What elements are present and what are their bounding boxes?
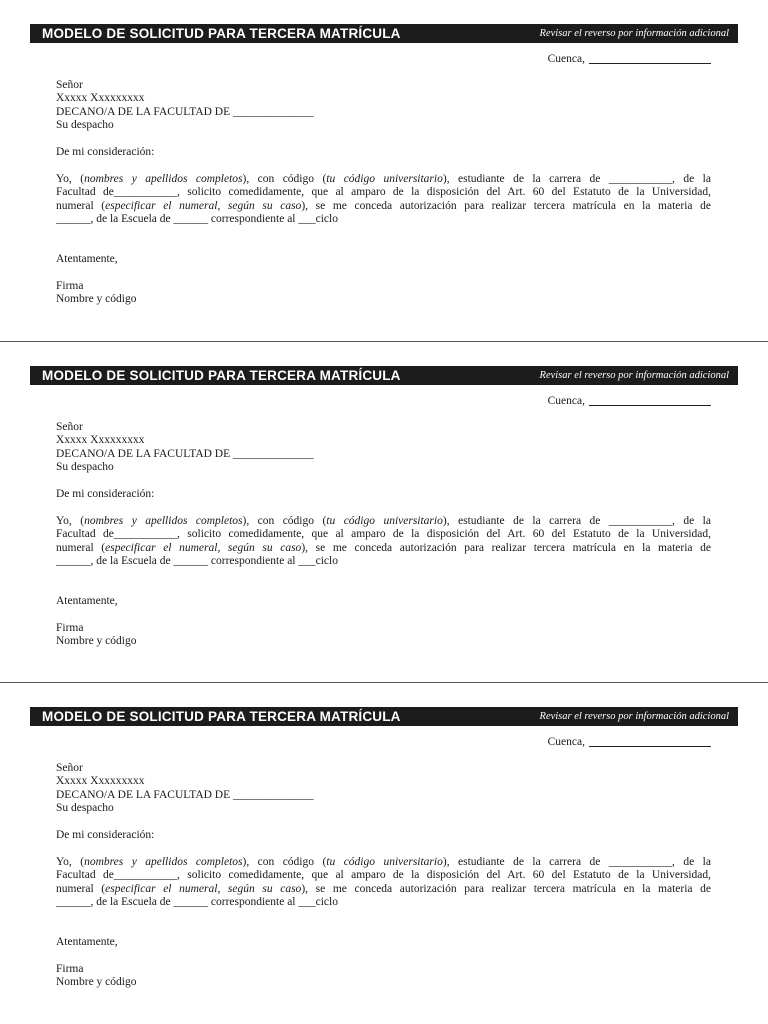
greeting: De mi consideración:	[56, 488, 155, 500]
signature-line: Nombre y código	[56, 293, 137, 306]
request-paragraph	[56, 515, 711, 568]
form-title: MODELO DE SOLICITUD PARA TERCERA MATRÍCULA	[42, 26, 401, 41]
paragraph-line: numeral (especificar el numeral, según su caso), se me conceda autorización para realizar tercera matrícula en la materia de	[56, 882, 711, 895]
address-line: DECANO/A DE LA FACULTAD DE ______________	[56, 788, 314, 801]
form-title-bar	[30, 24, 738, 43]
request-form-3	[0, 682, 768, 1023]
city-date-line	[548, 52, 711, 66]
recipient-address	[56, 421, 711, 474]
paragraph-line: Yo, (nombres y apellidos completos), con código (tu código universitario), estudiante de la carrera de ___________, de la	[56, 173, 711, 185]
paragraph-line: ______, de la Escuela de ______ correspondiente al ___ciclo	[56, 554, 338, 567]
closing: Atentamente,	[56, 936, 118, 948]
request-form-1	[0, 0, 768, 341]
greeting: De mi consideración:	[56, 829, 155, 841]
paragraph-line: numeral (especificar el numeral, según su caso), se me conceda autorización para realizar tercera matrícula en la materia de	[56, 541, 711, 554]
signature-block	[56, 280, 711, 307]
reverse-note: Revisar el reverso por información adicional	[539, 28, 729, 39]
address-line: DECANO/A DE LA FACULTAD DE ______________	[56, 105, 314, 118]
paragraph-line: Yo, (nombres y apellidos completos), con código (tu código universitario), estudiante de la carrera de ___________, de la	[56, 856, 711, 868]
address-line: Xxxxx Xxxxxxxxx	[56, 92, 145, 105]
paragraph-line: Facultad de___________, solicito comedidamente, que al amparo de la disposición del Art. 60 del Estatuto de la Universidad,	[56, 869, 711, 882]
address-line: Su despacho	[56, 801, 114, 814]
date-blank	[589, 746, 711, 747]
paragraph-line: Facultad de___________, solicito comedidamente, que al amparo de la disposición del Art. 60 del Estatuto de la Universidad,	[56, 186, 711, 199]
signature-block	[56, 622, 711, 649]
signature-line: Firma	[56, 963, 84, 975]
address-line: Su despacho	[56, 460, 114, 473]
request-paragraph	[56, 173, 711, 226]
request-form-2	[0, 341, 768, 682]
reverse-note: Revisar el reverso por información adicional	[539, 711, 729, 722]
signature-line: Firma	[56, 622, 84, 634]
signature-line: Nombre y código	[56, 635, 137, 648]
city-label: Cuenca,	[547, 736, 585, 748]
closing: Atentamente,	[56, 253, 118, 265]
paragraph-line: ______, de la Escuela de ______ correspondiente al ___ciclo	[56, 895, 338, 908]
reverse-note: Revisar el reverso por información adicional	[539, 370, 729, 381]
form-title-bar	[30, 366, 738, 385]
city-label: Cuenca,	[547, 395, 585, 407]
address-line: Señor	[56, 421, 83, 433]
closing: Atentamente,	[56, 595, 118, 607]
signature-line: Nombre y código	[56, 976, 137, 989]
recipient-address	[56, 79, 711, 132]
city-label: Cuenca,	[547, 53, 585, 65]
address-line: Señor	[56, 762, 83, 774]
paragraph-line: numeral (especificar el numeral, según su caso), se me conceda autorización para realizar tercera matrícula en la materia de	[56, 199, 711, 212]
date-blank	[589, 63, 711, 64]
address-line: Xxxxx Xxxxxxxxx	[56, 434, 145, 447]
city-date-line	[548, 394, 711, 408]
paragraph-line: Facultad de___________, solicito comedidamente, que al amparo de la disposición del Art. 60 del Estatuto de la Universidad,	[56, 528, 711, 541]
signature-block	[56, 963, 711, 990]
signature-line: Firma	[56, 280, 84, 292]
recipient-address	[56, 762, 711, 815]
city-date-line	[548, 735, 711, 749]
address-line: Su despacho	[56, 118, 114, 131]
paragraph-line: Yo, (nombres y apellidos completos), con código (tu código universitario), estudiante de la carrera de ___________, de la	[56, 515, 711, 527]
address-line: Señor	[56, 79, 83, 91]
greeting: De mi consideración:	[56, 146, 155, 158]
address-line: DECANO/A DE LA FACULTAD DE ______________	[56, 447, 314, 460]
address-line: Xxxxx Xxxxxxxxx	[56, 775, 145, 788]
request-paragraph	[56, 856, 711, 909]
form-title: MODELO DE SOLICITUD PARA TERCERA MATRÍCULA	[42, 709, 401, 724]
date-blank	[589, 405, 711, 406]
form-title-bar	[30, 707, 738, 726]
form-title: MODELO DE SOLICITUD PARA TERCERA MATRÍCULA	[42, 368, 401, 383]
paragraph-line: ______, de la Escuela de ______ correspondiente al ___ciclo	[56, 212, 338, 225]
